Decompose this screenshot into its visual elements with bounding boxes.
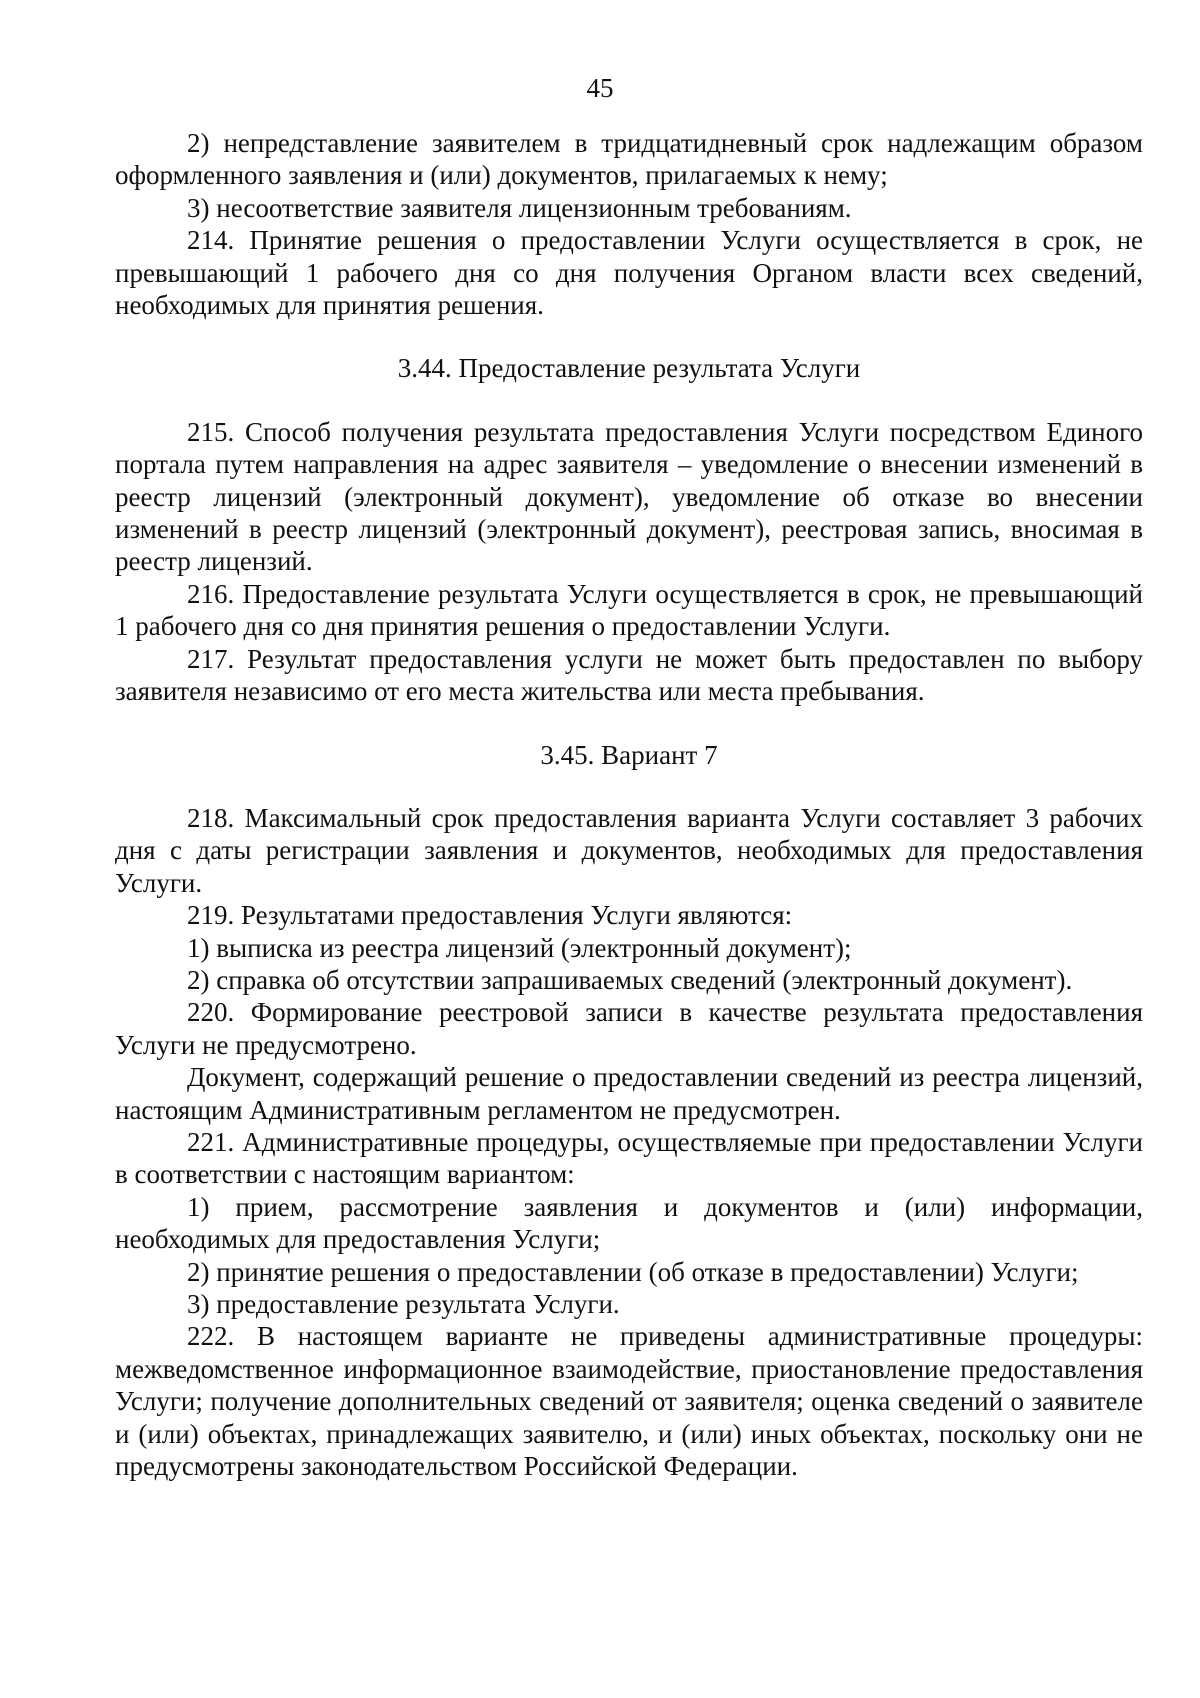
paragraph-item-2-refusal-reason: 2) непредставление заявителем в тридцатидневный срок надлежащим образом оформленного заявления и (или) документов, прилагаемых к нему; — [115, 128, 1143, 191]
paragraph-221: 221. Административные процедуры, осуществляемые при предоставлении Услуги в соответствии с настоящим вариантом: — [115, 1126, 1143, 1190]
paragraph-219-item-2: 2) справка об отсутствии запрашиваемых сведений (электронный документ). — [187, 964, 1073, 995]
page-number: 45 — [586, 73, 614, 103]
paragraph-220: 220. Формирование реестровой записи в качестве результата предоставления Услуги не предусмотрено. — [115, 997, 1143, 1060]
paragraph-215: 215. Способ получения результата предоставления Услуги посредством Единого портала путем направления на адрес заявителя – уведомление о внесении изменений в реестр лицензий (электронный документ), уведомление об отказе во внесении изменений в реестр лицензий (электронный документ), реестровая запись, вносимая в реестр лицензий. — [115, 416, 1143, 577]
paragraph-221-item-3: 3) предоставление результата Услуги. — [187, 1289, 620, 1319]
paragraph-item-3-refusal-reason: 3) несоответствие заявителя лицензионным требованиям. — [187, 192, 852, 223]
paragraph-219-item-1: 1) выписка из реестра лицензий (электронный документ); — [187, 932, 852, 963]
document-body — [115, 127, 1143, 1482]
section-heading-3-44: 3.44. Предоставление результата Услуги — [397, 353, 861, 384]
section-heading-3-45: 3.45. Вариант 7 — [540, 739, 718, 770]
paragraph-216: 216. Предоставление результата Услуги осуществляется в срок, не превышающий 1 рабочего дня со дня принятия решения о предоставлении Услуги. — [115, 578, 1143, 642]
paragraph-217: 217. Результат предоставления услуги не может быть предоставлен по выбору заявителя независимо от его места жительства или места пребывания. — [115, 643, 1143, 707]
paragraph-222: 222. В настоящем варианте не приведены административные процедуры: межведомственное информационное взаимодействие, приостановление предоставления Услуги; получение дополнительных сведений от заявителя; оценка сведений о заявителе и (или) объектах, принадлежащих заявителю, и (или) иных объектах, поскольку они не предусмотрены законодательством Российской Федерации. — [115, 1321, 1143, 1482]
paragraph-219: 219. Результатами предоставления Услуги являются: — [187, 900, 793, 931]
paragraph-221-item-1: 1) прием, рассмотрение заявления и документов и (или) информации, необходимых для предоставления Услуги; — [115, 1191, 1143, 1255]
paragraph-221-item-2: 2) принятие решения о предоставлении (об отказе в предоставлении) Услуги; — [187, 1256, 1079, 1287]
paragraph-214: 214. Принятие решения о предоставлении Услуги осуществляется в срок, не превышающий 1 рабочего дня со дня получения Органом власти всех сведений, необходимых для принятия решения. — [115, 225, 1143, 321]
paragraph-218: 218. Максимальный срок предоставления варианта Услуги составляет 3 рабочих дня с даты регистрации заявления и документов, необходимых для предоставления Услуги. — [115, 802, 1143, 898]
paragraph-220-document-note: Документ, содержащий решение о предоставлении сведений из реестра лицензий, настоящим Административным регламентом не предусмотрен. — [115, 1062, 1143, 1125]
